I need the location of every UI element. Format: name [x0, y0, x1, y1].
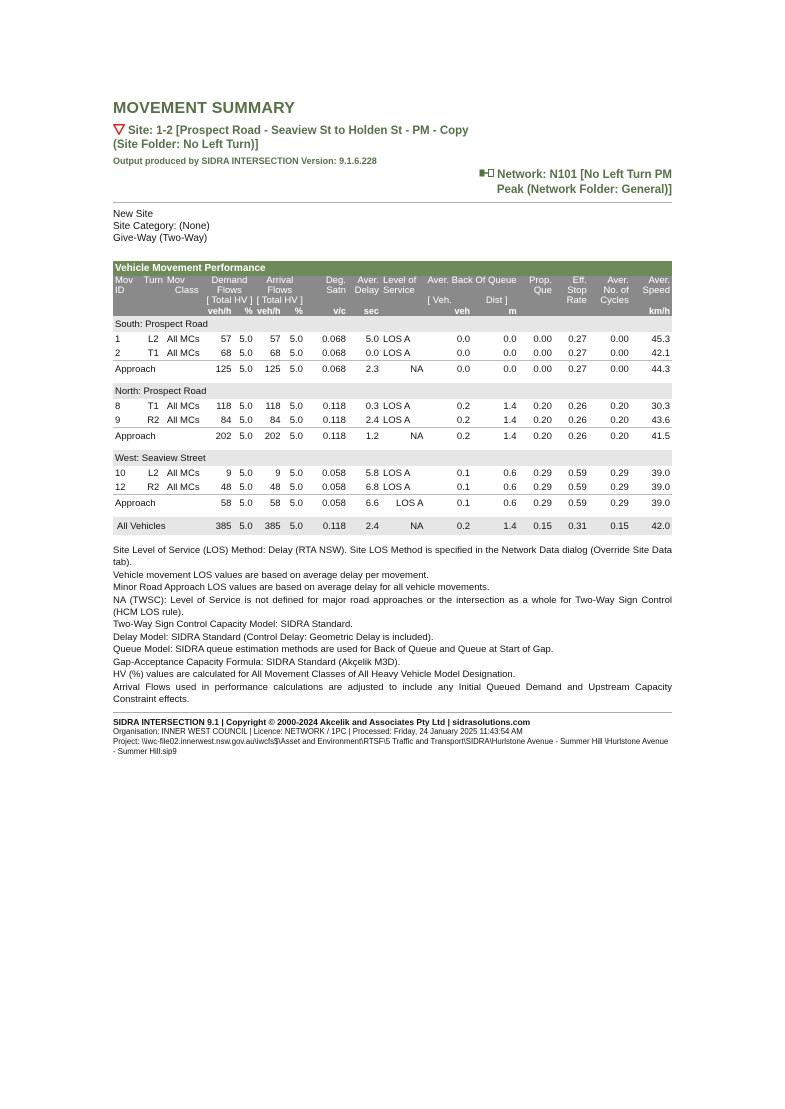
cell-prop: 0.29 — [533, 467, 552, 479]
cell-prop: 0.00 — [533, 333, 552, 345]
note-line: Two-Way Sign Control Capacity Model: SIDRA Standard. — [113, 619, 353, 630]
cell-class: All MCs — [166, 333, 200, 345]
cell-delay: 2.4 — [348, 517, 381, 535]
cell-arr_hv: 5.0 — [289, 467, 303, 479]
cell-spd: 41.5 — [631, 428, 672, 445]
cell-delay: 5.0 — [365, 333, 379, 345]
cell-arr_hv: 5.0 — [283, 361, 305, 378]
cell-eff: 0.27 — [554, 361, 589, 378]
footer-copyright: SIDRA INTERSECTION 9.1 | Copyright © 2000-2024 Akcelik and Associates Pty Ltd | sidrasolutions.com — [113, 716, 531, 727]
unit-label: m — [508, 306, 517, 316]
cell-prop: 0.20 — [519, 428, 554, 445]
cell-dem: 9 — [226, 467, 232, 479]
cell-spd: 42.0 — [631, 517, 672, 535]
cell-veh: 0.2 — [456, 414, 471, 426]
cell-eff: 0.26 — [554, 428, 589, 445]
cell-arr_hv: 5.0 — [289, 400, 303, 412]
cell-eff: 0.31 — [554, 517, 589, 535]
cell-class: All MCs — [166, 400, 200, 412]
cell-los: NA — [381, 517, 426, 535]
network-title-text: Network: N101 [No Left Turn PM Peak (Network Folder: General)] — [496, 169, 672, 196]
cell-mov-id: 2 — [115, 347, 121, 359]
cell-approach-label: Approach — [113, 428, 204, 445]
table-body — [113, 316, 672, 535]
cell-veh: 0.0 — [426, 361, 473, 378]
cell-veh: 0.0 — [456, 347, 471, 359]
cell-dem: 57 — [220, 333, 232, 345]
cell-veh: 0.2 — [456, 400, 471, 412]
cell-arr: 125 — [255, 361, 283, 378]
cell-dist: 0.0 — [503, 347, 517, 359]
col-header-arrival-flows: Arrival Flows [ Total HV ] — [256, 275, 303, 306]
col-header-aver-speed: Aver. Speed — [642, 275, 670, 296]
cell-turn: R2 — [147, 481, 160, 493]
note-line: Delay Model: SIDRA Standard (Control Delay: Geometric Delay is included). — [113, 631, 434, 643]
cell-dist: 1.4 — [503, 414, 517, 426]
cell-mov-id: 10 — [115, 467, 126, 479]
cell-arr: 9 — [275, 467, 281, 479]
cell-approach-label: Approach — [113, 495, 204, 512]
all-vehicles-row — [113, 517, 672, 535]
unit-label: % — [294, 306, 303, 316]
cell-spd: 39.0 — [651, 481, 670, 493]
cell-eff: 0.59 — [568, 467, 587, 479]
footer-project-path: Project: \\iwc-file02.innerwest.nsw.gov.au\iwcfs$\Asset and Environment\RTSF\5 Traffic and Transport\SIDRA\Hurlstone Avenue - Summer Hill \Hurlstone Avenue - Summer Hill.sip9 — [113, 736, 669, 756]
cell-deg: 0.068 — [322, 347, 346, 359]
table-row — [113, 466, 672, 480]
network-icon — [479, 169, 494, 177]
cell-arr_hv: 5.0 — [283, 517, 305, 535]
cell-mov-id: 1 — [115, 333, 121, 345]
table-row — [113, 332, 672, 346]
network-title — [477, 168, 672, 198]
cell-mov-id: 8 — [115, 400, 121, 412]
unit-label: veh/h — [257, 306, 281, 316]
cell-delay: 0.0 — [365, 347, 379, 359]
cell-arr: 58 — [255, 495, 283, 512]
cell-dem_hv: 5.0 — [239, 467, 253, 479]
cell-prop: 0.00 — [519, 361, 554, 378]
cell-arr: 84 — [269, 414, 281, 426]
cell-dist: 0.0 — [503, 333, 517, 345]
cell-spd: 43.6 — [651, 414, 670, 426]
cell-dem: 125 — [204, 361, 233, 378]
cell-dist: 1.4 — [472, 428, 519, 445]
note-line: NA (TWSC): Level of Service is not defined for major road approaches or the intersection as a whole for Two-Way Sign Control (HCM LOS rule). — [113, 594, 672, 618]
cell-delay: 2.4 — [365, 414, 379, 426]
note-line: Gap-Acceptance Capacity Formula: SIDRA Standard (Akçelik M3D). — [113, 656, 401, 668]
col-header-demand-flows: Demand Flows [ Total HV ] — [206, 275, 253, 306]
col-header-eff-stop-rate: Eff. Stop Rate — [566, 275, 587, 306]
cell-prop: 0.20 — [533, 414, 552, 426]
table-caption: Vehicle Movement Performance — [113, 261, 672, 276]
cell-eff: 0.59 — [568, 481, 587, 493]
col-header-no-of-cycles: Aver. No. of Cycles — [600, 275, 629, 306]
cell-veh: 0.2 — [426, 428, 473, 445]
cell-dem: 118 — [216, 400, 232, 412]
cell-deg: 0.118 — [305, 517, 348, 535]
cell-dem: 202 — [204, 428, 233, 445]
site-info-line: Give-Way (Two-Way) — [113, 233, 208, 244]
group-label: West: Seaview Street — [113, 450, 672, 466]
cell-los: LOS A — [382, 481, 411, 493]
unit-label: veh/h — [207, 306, 232, 316]
cell-deg: 0.068 — [322, 333, 346, 345]
cell-dem: 58 — [204, 495, 233, 512]
table-header-row — [113, 276, 672, 306]
note-line: HV (%) values are calculated for All Movement Classes of All Heavy Vehicle Model Designation. — [113, 669, 516, 680]
col-header-mov-class: Mov Class — [166, 275, 199, 296]
cell-cyc: 0.20 — [610, 400, 629, 412]
site-info — [113, 209, 672, 245]
col-header-prop-que: Prop. Que — [529, 275, 552, 296]
approach-group-header — [113, 316, 672, 332]
cell-dist: 0.6 — [472, 495, 519, 512]
cell-dist: 1.4 — [503, 400, 517, 412]
col-header-mov-id: Mov ID — [115, 275, 133, 296]
cell-dem: 84 — [220, 414, 232, 426]
cell-arr: 57 — [269, 333, 281, 345]
note-line: Minor Road Approach LOS values are based on average delay for all vehicle movements. — [113, 582, 490, 593]
cell-dem_hv: 5.0 — [233, 428, 254, 445]
cell-arr_hv: 5.0 — [283, 495, 305, 512]
cell-cyc: 0.29 — [610, 467, 629, 479]
cell-dist: 0.6 — [503, 467, 517, 479]
unit-label: km/h — [648, 306, 670, 316]
cell-dem_hv: 5.0 — [233, 361, 254, 378]
footer-organisation: Organisation: INNER WEST COUNCIL | Licence: NETWORK / 1PC | Processed: Friday, 24 January 2025 11:43:54 AM — [113, 726, 523, 736]
cell-los: LOS A — [381, 495, 426, 512]
approach-total-row — [113, 361, 672, 378]
cell-dem: 48 — [220, 481, 232, 493]
cell-dem_hv: 5.0 — [233, 495, 254, 512]
cell-cyc: 0.00 — [610, 333, 629, 345]
cell-deg: 0.118 — [322, 414, 346, 426]
header-divider — [113, 202, 672, 203]
cell-arr_hv: 5.0 — [289, 481, 303, 493]
table-row — [113, 346, 672, 361]
cell-turn: T1 — [147, 400, 159, 412]
cell-veh: 0.1 — [456, 467, 471, 479]
col-header-los: Level of Service — [382, 275, 417, 296]
note-line: Site Level of Service (LOS) Method: Delay (RTA NSW). Site LOS Method is specified in the Network Data dialog (Override Site Data tab). — [113, 545, 672, 568]
cell-deg: 0.118 — [305, 428, 348, 445]
cell-approach-label: Approach — [113, 361, 204, 378]
cell-arr: 118 — [265, 400, 281, 412]
cell-arr_hv: 5.0 — [289, 347, 303, 359]
cell-class: All MCs — [166, 481, 200, 493]
table-row — [113, 413, 672, 428]
cell-veh: 0.0 — [456, 333, 471, 345]
cell-all-vehicles-label: All Vehicles — [113, 517, 204, 535]
site-title — [113, 124, 473, 152]
table-units-row — [113, 306, 672, 316]
cell-dist: 0.6 — [503, 481, 517, 493]
cell-arr_hv: 5.0 — [289, 333, 303, 345]
cell-veh: 0.1 — [426, 495, 473, 512]
cell-los: LOS A — [382, 467, 411, 479]
cell-deg: 0.118 — [322, 400, 346, 412]
cell-turn: R2 — [147, 414, 160, 426]
cell-delay: 2.3 — [348, 361, 381, 378]
approach-total-row — [113, 428, 672, 445]
cell-arr: 202 — [255, 428, 283, 445]
cell-class: All MCs — [166, 414, 200, 426]
cell-cyc: 0.00 — [610, 347, 629, 359]
cell-arr_hv: 5.0 — [283, 428, 305, 445]
cell-delay: 6.6 — [348, 495, 381, 512]
col-header-aver-delay: Aver. Delay — [354, 275, 379, 296]
group-label: North: Prospect Road — [113, 383, 672, 399]
cell-prop: 0.00 — [533, 347, 552, 359]
notes-section — [113, 545, 672, 706]
cell-cyc: 0.29 — [589, 495, 631, 512]
approach-group-header — [113, 450, 672, 466]
cell-cyc: 0.15 — [589, 517, 631, 535]
cell-cyc: 0.00 — [589, 361, 631, 378]
site-info-line: Site Category: (None) — [113, 221, 210, 232]
unit-label: % — [244, 306, 253, 316]
vehicle-movement-table — [113, 261, 672, 535]
cell-arr: 68 — [269, 347, 281, 359]
cell-turn: T1 — [147, 347, 159, 359]
cell-spd: 45.3 — [651, 333, 670, 345]
approach-group-header — [113, 383, 672, 399]
cell-dem_hv: 5.0 — [239, 414, 253, 426]
cell-dist: 1.4 — [472, 517, 519, 535]
note-line: Queue Model: SIDRA queue estimation methods are used for Back of Queue and Queue at Start of Gap. — [113, 644, 554, 655]
cell-deg: 0.058 — [322, 467, 346, 479]
page-title: MOVEMENT SUMMARY — [113, 100, 296, 117]
cell-los: NA — [381, 428, 426, 445]
cell-veh: 0.1 — [456, 481, 471, 493]
cell-prop: 0.29 — [533, 481, 552, 493]
cell-spd: 39.0 — [651, 467, 670, 479]
unit-label: veh — [454, 306, 471, 316]
cell-arr: 48 — [269, 481, 281, 493]
cell-prop: 0.15 — [519, 517, 554, 535]
note-line: Arrival Flows used in performance calculations are adjusted to include any Initial Queued Demand and Upstream Capacity Constraint effects. — [113, 681, 672, 705]
group-label: South: Prospect Road — [113, 316, 672, 332]
cell-spd: 42.1 — [651, 347, 670, 359]
output-line: Output produced by SIDRA INTERSECTION Version: 9.1.6.228 — [113, 156, 377, 166]
cell-turn: L2 — [147, 467, 159, 479]
cell-eff: 0.27 — [568, 347, 587, 359]
unit-label: sec — [363, 306, 379, 316]
cell-los: LOS A — [382, 400, 411, 412]
cell-dem_hv: 5.0 — [239, 481, 253, 493]
table-row — [113, 399, 672, 413]
cell-deg: 0.058 — [322, 481, 346, 493]
cell-cyc: 0.20 — [589, 428, 631, 445]
site-block — [113, 124, 473, 166]
site-title-text: Site: 1-2 [Prospect Road - Seaview St to Holden St - PM - Copy (Site Folder: No Left Turn)] — [113, 125, 469, 151]
col-header-deg-satn: Deg. Satn — [325, 275, 346, 296]
cell-dem: 68 — [220, 347, 232, 359]
cell-class: All MCs — [166, 347, 200, 359]
cell-delay: 5.8 — [365, 467, 379, 479]
cell-spd: 44.3 — [631, 361, 672, 378]
yield-sign-icon — [113, 124, 125, 135]
cell-eff: 0.26 — [568, 400, 587, 412]
col-header-turn: Turn — [143, 275, 163, 286]
approach-total-row — [113, 495, 672, 512]
cell-dem_hv: 5.0 — [239, 400, 253, 412]
cell-delay: 1.2 — [348, 428, 381, 445]
cell-delay: 0.3 — [365, 400, 379, 412]
cell-dem: 385 — [204, 517, 233, 535]
cell-veh: 0.2 — [426, 517, 473, 535]
cell-arr: 385 — [255, 517, 283, 535]
cell-deg: 0.058 — [305, 495, 348, 512]
report-page — [113, 100, 672, 757]
table-row — [113, 480, 672, 495]
cell-los: NA — [381, 361, 426, 378]
cell-eff: 0.26 — [568, 414, 587, 426]
report-footer — [113, 712, 672, 757]
cell-dem_hv: 5.0 — [239, 347, 253, 359]
cell-spd: 39.0 — [631, 495, 672, 512]
col-header-back-of-queue: Aver. Back Of Queue [ Veh. Dist ] — [427, 275, 517, 306]
cell-arr_hv: 5.0 — [289, 414, 303, 426]
cell-spd: 30.3 — [651, 400, 670, 412]
cell-cyc: 0.29 — [610, 481, 629, 493]
cell-mov-id: 9 — [115, 414, 121, 426]
cell-dem_hv: 5.0 — [239, 333, 253, 345]
cell-eff: 0.59 — [554, 495, 589, 512]
cell-cyc: 0.20 — [610, 414, 629, 426]
cell-prop: 0.20 — [533, 400, 552, 412]
cell-prop: 0.29 — [519, 495, 554, 512]
cell-mov-id: 12 — [115, 481, 126, 493]
cell-turn: L2 — [147, 333, 159, 345]
report-header — [113, 124, 672, 198]
cell-delay: 6.8 — [365, 481, 379, 493]
cell-deg: 0.068 — [305, 361, 348, 378]
unit-label: v/c — [333, 306, 346, 316]
note-line: Vehicle movement LOS values are based on average delay per movement. — [113, 569, 429, 581]
cell-los: LOS A — [382, 347, 411, 359]
cell-eff: 0.27 — [568, 333, 587, 345]
cell-los: LOS A — [382, 333, 411, 345]
site-info-line: New Site — [113, 209, 154, 220]
cell-dist: 0.0 — [472, 361, 519, 378]
cell-los: LOS A — [382, 414, 411, 426]
cell-class: All MCs — [166, 467, 200, 479]
cell-dem_hv: 5.0 — [233, 517, 254, 535]
